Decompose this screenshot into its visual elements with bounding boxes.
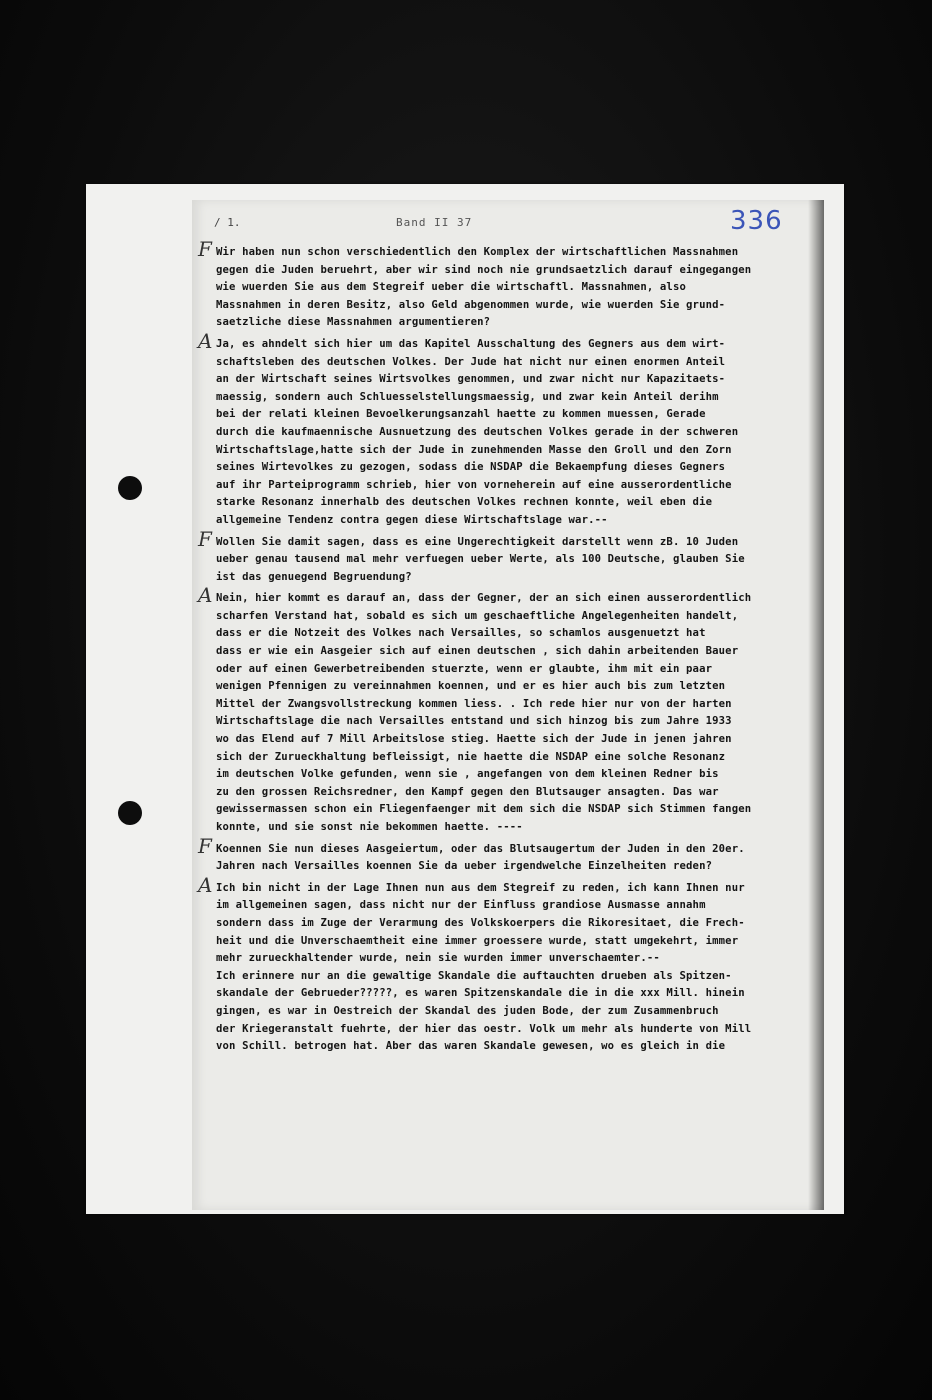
typed-line: Massnahmen in deren Besitz, also Geld abgenommen wurde, wie wuerden Sie grund- xyxy=(216,298,726,311)
typed-line: wenigen Pfennigen zu vereinnahmen koennen, und er es hier auch bis zum letzten xyxy=(216,680,726,693)
typed-line: Nein, hier kommt es darauf an, dass der Gegner, der an sich einen ausserordentlich xyxy=(216,592,752,605)
speaker-mark: F xyxy=(198,526,213,551)
speaker-mark: F xyxy=(198,833,213,858)
transcript-paragraph xyxy=(198,583,812,836)
typed-line: maessig, sondern auch Schluesselstellungsmaessig, und zwar kein Anteil derihm xyxy=(216,390,719,403)
typed-line: wie wuerden Sie aus dem Stegreif ueber die wirtschaftl. Massnahmen, also xyxy=(216,281,687,294)
typed-line: starke Resonanz innerhalb des deutschen Volkes rechnen konnte, weil eben die xyxy=(216,496,713,509)
typed-line: an der Wirtschaft seines Wirtsvolkes genommen, und zwar nicht nur Kapazitaets- xyxy=(216,373,726,386)
transcript-paragraph xyxy=(198,526,812,587)
typed-line: Koennen Sie nun dieses Aasgeiertum, oder das Blutsaugertum der Juden in den 20er. xyxy=(216,842,745,855)
typed-line: sondern dass im Zuge der Verarmung des Volkskoerpers die Rikoresitaet, die Frech- xyxy=(216,916,745,929)
speaker-mark: A xyxy=(198,583,213,608)
typed-line: mehr zurueckhaltender wurde, nein sie wurden immer unverschaemter.-- xyxy=(216,952,660,965)
typed-line: allgemeine Tendenz contra gegen diese Wirtschaftslage war.-- xyxy=(216,513,608,526)
typed-line: bei der relati kleinen Bevoelkerungsanzahl haette zu kommen muessen, Gerade xyxy=(216,408,706,421)
typed-line: Mittel der Zwangsvollstreckung kommen liess. . Ich rede hier nur von der harten xyxy=(216,697,732,710)
typed-line: skandale der Gebrueder?????, es waren Spitzenskandale die in die xxx Mill. hinein xyxy=(216,987,745,1000)
typed-line: der Kriegeranstalt fuehrte, der hier das oestr. Volk um mehr als hunderte von Mill xyxy=(216,1022,752,1035)
typed-line: zu den grossen Reichsredner, den Kampf gegen den Blutsauger ansagten. Das war xyxy=(216,785,719,798)
page-number: / 1. xyxy=(214,216,241,229)
typed-line: Ja, es ahndelt sich hier um das Kapitel Ausschaltung des Gegners aus dem wirt- xyxy=(216,337,726,350)
folio-number: 336 xyxy=(730,206,783,236)
typed-line: ueber genau tausend mal mehr verfuegen ueber Werte, als 100 Deutsche, glauben Sie xyxy=(216,553,745,566)
typed-line: auf ihr Parteiprogramm schrieb, hier von vorneherein auf eine ausserordentliche xyxy=(216,478,732,491)
speaker-mark: A xyxy=(198,872,213,897)
typed-line: von Schill. betrogen hat. Aber das waren Skandale gewesen, wo es gleich in die xyxy=(216,1040,726,1053)
typed-line: Wollen Sie damit sagen, dass es eine Ungerechtigkeit darstellt wenn zB. 10 Juden xyxy=(216,535,739,548)
typed-line: schaftsleben des deutschen Volkes. Der Jude hat nicht nur einen enormen Anteil xyxy=(216,355,726,368)
speaker-mark: F xyxy=(198,237,213,261)
typed-line: Wirtschaftslage die nach Versailles entstand und sich hinzog bis zum Jahre 1933 xyxy=(216,715,732,728)
typed-line: scharfen Verstand hat, sobald es sich um geschaeftliche Angelegenheiten handelt, xyxy=(216,609,739,622)
typed-line: dass er wie ein Aasgeier sich auf einen deutschen , sich dahin arbeitenden Bauer xyxy=(216,645,739,658)
typed-line: heit und die Unverschaemtheit eine immer groessere wurde, statt umgekehrt, immer xyxy=(216,934,739,947)
speaker-mark: A xyxy=(198,328,213,353)
transcript-body xyxy=(198,237,812,1060)
typed-line: ist das genuegend Begruendung? xyxy=(216,570,412,583)
typed-line: wo das Elend auf 7 Mill Arbeitslose stieg. Haette sich der Jude in jenen jahren xyxy=(216,733,732,746)
transcript-paragraph xyxy=(198,328,812,530)
typed-line: im deutschen Volke gefunden, wenn sie , angefangen von dem kleinen Redner bis xyxy=(216,768,719,781)
reference-number: Band II 37 xyxy=(396,216,473,229)
typed-line: Wir haben nun schon verschiedentlich den Komplex der wirtschaftlichen Massnahmen xyxy=(216,246,739,258)
typed-line: gegen die Juden beruehrt, aber wir sind noch nie grundsaetzlich darauf eingegangen xyxy=(216,263,752,276)
typed-line: saetzliche diese Massnahmen argumentieren? xyxy=(216,316,491,329)
transcript-paragraph xyxy=(198,872,812,1056)
typed-line: seines Wirtevolkes zu gezogen, sodass die NSDAP die Bekaempfung dieses Gegners xyxy=(216,461,726,474)
typed-line: Ich erinnere nur an die gewaltige Skandale die auftauchten drueben als Spitzen- xyxy=(216,969,732,982)
typed-line: gingen, es war in Oestreich der Skandal des juden Bode, der zum Zusammenbruch xyxy=(216,1004,719,1017)
typed-line: Jahren nach Versailles koennen Sie da ueber irgendwelche Einzelheiten reden? xyxy=(216,860,713,873)
typed-line: Wirtschaftslage,hatte sich der Jude in zunehmenden Masse den Groll und den Zorn xyxy=(216,443,732,456)
page-header xyxy=(200,214,820,238)
typed-line: Ich bin nicht in der Lage Ihnen nun aus dem Stegreif zu reden, ich kann Ihnen nur xyxy=(216,881,745,894)
typed-line: dass er die Notzeit des Volkes nach Versailles, so schamlos ausgenuetzt hat xyxy=(216,627,706,640)
transcript-paragraph xyxy=(198,237,812,332)
typed-line: durch die kaufmaennische Ausnuetzung des deutschen Volkes gerade in der schweren xyxy=(216,425,739,438)
transcript-paragraph xyxy=(198,833,812,876)
typed-line: im allgemeinen sagen, dass nicht nur der Einfluss grandiose Ausmasse annahm xyxy=(216,899,706,912)
punch-hole-lower xyxy=(118,801,142,825)
punch-hole-upper xyxy=(118,476,142,500)
typed-line: gewissermassen schon ein Fliegenfaenger mit dem sich die NSDAP sich Stimmen fangen xyxy=(216,803,752,816)
typed-line: oder auf einen Gewerbetreibenden stuerzte, wenn er glaubte, ihm mit ein paar xyxy=(216,662,713,675)
typed-line: sich der Zurueckhaltung befleissigt, nie haette die NSDAP eine solche Resonanz xyxy=(216,750,726,763)
typed-line: konnte, und sie sonst nie bekommen haette. ---- xyxy=(216,821,523,833)
